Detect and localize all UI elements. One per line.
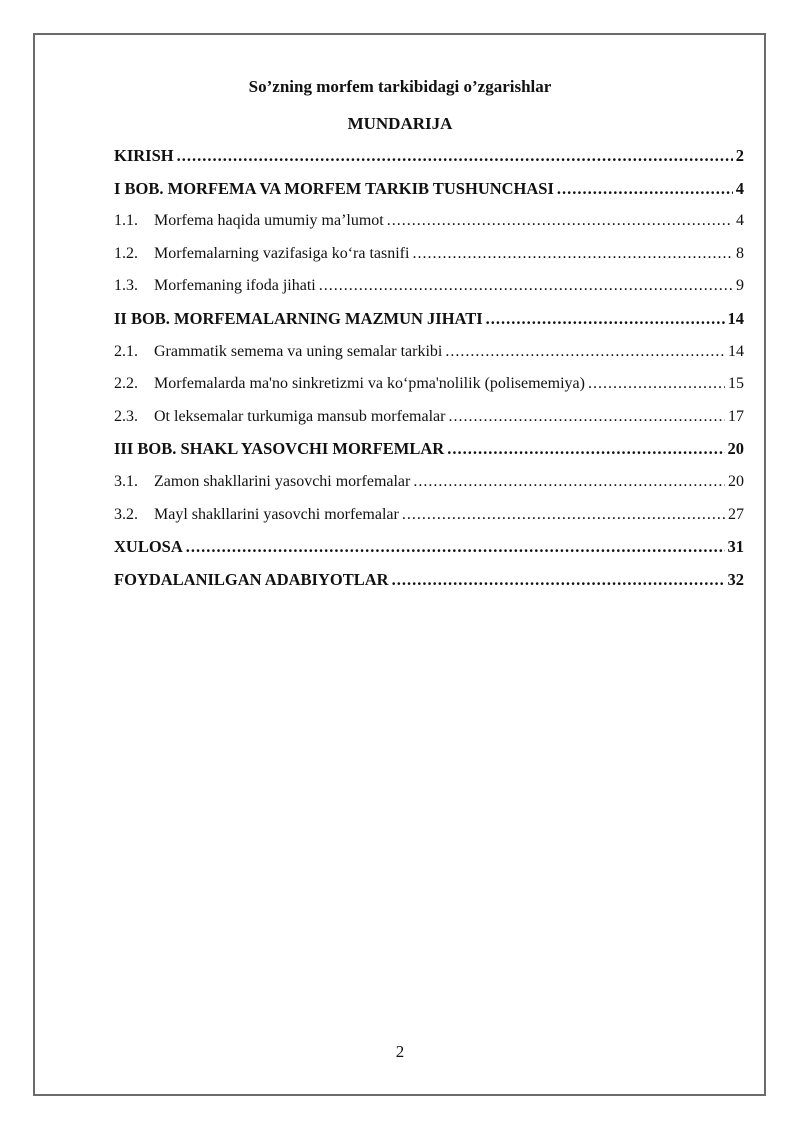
toc-entry-label: Zamon shakllarini yasovchi morfemalar bbox=[154, 472, 411, 490]
toc-entry[interactable] bbox=[114, 501, 744, 534]
toc-entry[interactable] bbox=[114, 403, 744, 436]
toc-entry[interactable] bbox=[114, 305, 744, 338]
toc-entry-page: 20 bbox=[728, 472, 744, 490]
toc-entry-number: 2.3. bbox=[114, 407, 138, 425]
toc-entry-label: XULOSA bbox=[114, 537, 183, 557]
table-of-contents bbox=[114, 142, 744, 598]
toc-entry-page: 4 bbox=[735, 178, 744, 198]
toc-dot-leader bbox=[557, 175, 733, 203]
toc-dot-leader bbox=[447, 435, 724, 463]
toc-entry-label: III BOB. SHAKL YASOVCHI MORFEMLAR bbox=[114, 439, 445, 459]
toc-entry-page: 9 bbox=[736, 277, 744, 295]
toc-entry-page: 4 bbox=[736, 212, 744, 230]
toc-entry-label: Morfemalarning vazifasiga koʻra tasnifi bbox=[154, 244, 410, 262]
toc-entry-label: Morfemaning ifoda jihati bbox=[154, 277, 316, 295]
toc-entry-page: 8 bbox=[736, 244, 744, 262]
toc-entry-number: 1.2. bbox=[114, 244, 138, 262]
toc-dot-leader bbox=[186, 533, 725, 561]
page-number: 2 bbox=[395, 1042, 405, 1061]
toc-entry[interactable] bbox=[114, 272, 744, 305]
toc-entry[interactable] bbox=[114, 240, 744, 273]
toc-entry-page: 14 bbox=[728, 342, 744, 360]
toc-dot-leader bbox=[319, 272, 733, 300]
toc-dot-leader bbox=[413, 468, 725, 496]
toc-dot-leader bbox=[387, 207, 733, 235]
toc-entry-label: Mayl shakllarini yasovchi morfemalar bbox=[154, 505, 399, 523]
toc-entry-label: Morfemalarda ma'no sinkretizmi va koʻpma'nolilik (polisememiya) bbox=[154, 375, 585, 393]
toc-entry-page: 14 bbox=[727, 308, 744, 328]
toc-entry-page: 17 bbox=[728, 407, 744, 425]
toc-dot-leader bbox=[588, 370, 725, 398]
document-title: So’zning morfem tarkibidagi o’zgarishlar bbox=[248, 77, 552, 96]
toc-dot-leader bbox=[177, 142, 733, 170]
toc-entry-number: 2.1. bbox=[114, 342, 138, 360]
toc-entry-page: 31 bbox=[727, 537, 744, 557]
toc-entry-label: II BOB. MORFEMALARNING MAZMUN JIHATI bbox=[114, 308, 483, 328]
toc-entry[interactable] bbox=[114, 142, 744, 175]
toc-dot-leader bbox=[392, 566, 725, 594]
toc-entry[interactable] bbox=[114, 566, 744, 599]
toc-entry[interactable] bbox=[114, 175, 744, 208]
toc-dot-leader bbox=[402, 501, 725, 529]
toc-dot-leader bbox=[445, 338, 725, 366]
toc-entry-number: 3.1. bbox=[114, 472, 138, 490]
toc-entry-page: 2 bbox=[735, 146, 744, 165]
toc-entry-label: FOYDALANILGAN ADABIYOTLAR bbox=[114, 569, 389, 589]
toc-entry[interactable] bbox=[114, 338, 744, 371]
toc-entry-number: 1.1. bbox=[114, 212, 138, 230]
toc-entry-page: 20 bbox=[727, 439, 744, 459]
toc-entry-label: Morfema haqida umumiy ma’lumot bbox=[154, 212, 384, 230]
toc-entry-label: Ot leksemalar turkumiga mansub morfemalar bbox=[154, 407, 446, 425]
toc-dot-leader bbox=[448, 403, 725, 431]
toc-dot-leader bbox=[486, 305, 725, 333]
toc-entry-page: 32 bbox=[727, 569, 744, 589]
toc-entry[interactable] bbox=[114, 468, 744, 501]
toc-entry[interactable] bbox=[114, 207, 744, 240]
toc-entry-number: 2.2. bbox=[114, 375, 138, 393]
toc-entry-number: 1.3. bbox=[114, 277, 138, 295]
toc-entry-label: KIRISH bbox=[114, 146, 174, 165]
toc-heading: MUNDARIJA bbox=[347, 114, 453, 133]
toc-dot-leader bbox=[412, 240, 733, 268]
toc-entry-label: Grammatik semema va uning semalar tarkibi bbox=[154, 342, 443, 360]
toc-entry[interactable] bbox=[114, 533, 744, 566]
toc-entry-label: I BOB. MORFEMA VA MORFEM TARKIB TUSHUNCHASI bbox=[114, 178, 554, 198]
toc-entry[interactable] bbox=[114, 435, 744, 468]
toc-entry-number: 3.2. bbox=[114, 505, 138, 523]
toc-entry-page: 15 bbox=[728, 375, 744, 393]
toc-entry[interactable] bbox=[114, 370, 744, 403]
toc-entry-page: 27 bbox=[728, 505, 744, 523]
